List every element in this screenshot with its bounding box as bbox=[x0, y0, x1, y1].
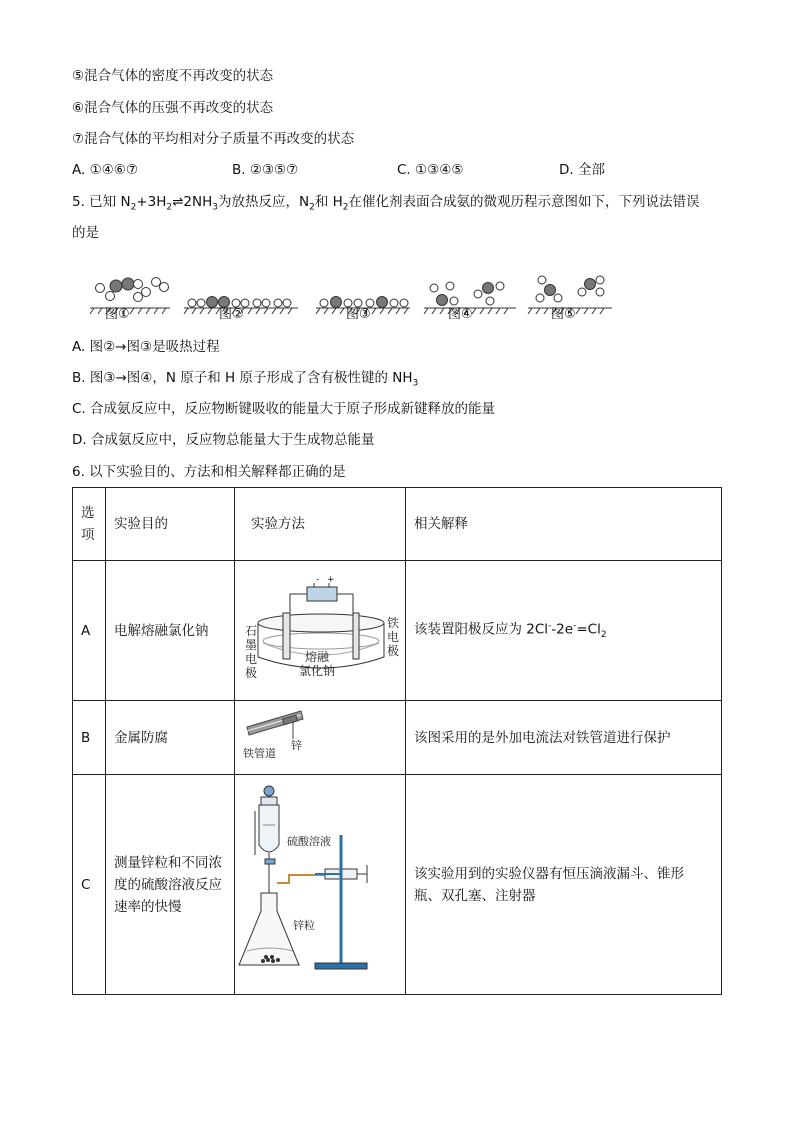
statement-6: ⑥混合气体的压强不再改变的状态 bbox=[72, 100, 274, 116]
row-key-a: A bbox=[73, 561, 106, 701]
table-header-row bbox=[73, 488, 722, 561]
battery-icon bbox=[307, 587, 337, 601]
svg-text:极: 极 bbox=[387, 644, 400, 658]
statement-5: ⑤混合气体的密度不再改变的状态 bbox=[72, 68, 274, 84]
svg-text:极: 极 bbox=[245, 666, 258, 680]
svg-text:墨: 墨 bbox=[245, 638, 258, 652]
row-key-c: C bbox=[73, 775, 106, 995]
svg-text:电: 电 bbox=[245, 652, 258, 666]
svg-text:氯化钠: 氯化钠 bbox=[299, 664, 336, 678]
row-c-purpose: 测量锌粒和不同浓 度的硫酸溶液反应 速率的快慢 bbox=[106, 775, 235, 995]
q4-option-d: D. 全部 bbox=[559, 162, 605, 178]
header-purpose: 实验目的 bbox=[106, 488, 235, 561]
svg-text:锌粒: 锌粒 bbox=[293, 919, 315, 932]
figure-label-1: 图① bbox=[105, 307, 130, 322]
svg-text:锌: 锌 bbox=[291, 739, 302, 752]
row-c-explain: 该实验用到的实验仪器有恒压滴液漏斗、锥形 瓶、双孔塞、注射器 bbox=[406, 775, 722, 995]
svg-text:铁: 铁 bbox=[387, 616, 400, 630]
q4-option-b: B. ②③⑤⑦ bbox=[232, 162, 299, 178]
q4-option-a: A. ①④⑥⑦ bbox=[72, 162, 138, 178]
table-row bbox=[73, 775, 722, 995]
minus-sign: - bbox=[316, 575, 320, 585]
svg-text:电: 电 bbox=[387, 630, 400, 644]
q5-stem-line2: 的是 bbox=[72, 225, 99, 241]
row-key-b: B bbox=[73, 701, 106, 775]
figure-label-4: 图④ bbox=[448, 307, 473, 322]
table-row bbox=[73, 561, 722, 701]
row-a-explain: 该装置阳极反应为 $2Cl^--2e^-=Cl_2$ bbox=[406, 561, 722, 701]
row-a-purpose: 电解熔融氯化钠 bbox=[106, 561, 235, 701]
table-row bbox=[73, 701, 722, 775]
row-a-method bbox=[235, 561, 406, 701]
row-b-method bbox=[235, 701, 406, 775]
header-explain: 相关解释 bbox=[406, 488, 722, 561]
q5-option-c: C. 合成氨反应中，反应物断键吸收的能量大于原子形成新键释放的能量 bbox=[72, 401, 496, 417]
q5-option-b: B. 图③→图④，N 原子和 H 原子形成了含有极性键的 $NH_3$ bbox=[72, 370, 419, 389]
svg-text:石: 石 bbox=[245, 624, 258, 638]
svg-text:铁管道: 铁管道 bbox=[243, 747, 276, 760]
catalyst-surface-1 bbox=[90, 308, 170, 314]
header-method: 实验方法 bbox=[235, 488, 406, 561]
figure-label-5: 图⑤ bbox=[551, 307, 576, 322]
figure-label-3: 图③ bbox=[346, 307, 371, 322]
figure-label-2: 图② bbox=[219, 307, 244, 322]
svg-text:熔融: 熔融 bbox=[305, 650, 330, 664]
stopper-icon bbox=[264, 786, 274, 796]
statement-7: ⑦混合气体的平均相对分子质量不再改变的状态 bbox=[72, 131, 355, 147]
pipe-protection-figure bbox=[235, 701, 315, 767]
q4-option-c: C. ①③④⑤ bbox=[397, 162, 464, 178]
q5-option-a: A. 图②→图③是吸热过程 bbox=[72, 339, 220, 355]
header-option: 选 项 bbox=[73, 488, 106, 561]
plus-sign: + bbox=[327, 575, 335, 585]
q5-stem: 5. 已知 $N_2+3H_2\rightleftharpoons 2NH_3$为放热反应，$N_2$和 $H_2$在催化剂表面合成氨的微观历程示意图如下，下列说法错误 bbox=[72, 194, 700, 213]
q4-options bbox=[72, 160, 722, 180]
row-b-purpose: 金属防腐 bbox=[106, 701, 235, 775]
q6-table bbox=[72, 487, 722, 995]
electrolysis-apparatus-figure bbox=[235, 561, 405, 693]
q5-option-d: D. 合成氨反应中，反应物总能量大于生成物总能量 bbox=[72, 432, 375, 448]
row-c-method bbox=[235, 775, 406, 995]
row-b-explain: 该图采用的是外加电流法对铁管道进行保护 bbox=[406, 701, 722, 775]
q6-stem: 6. 以下实验目的、方法和相关解释都正确的是 bbox=[72, 464, 346, 480]
svg-text:硫酸溶液: 硫酸溶液 bbox=[287, 835, 331, 848]
reaction-rate-apparatus-figure bbox=[235, 775, 391, 987]
